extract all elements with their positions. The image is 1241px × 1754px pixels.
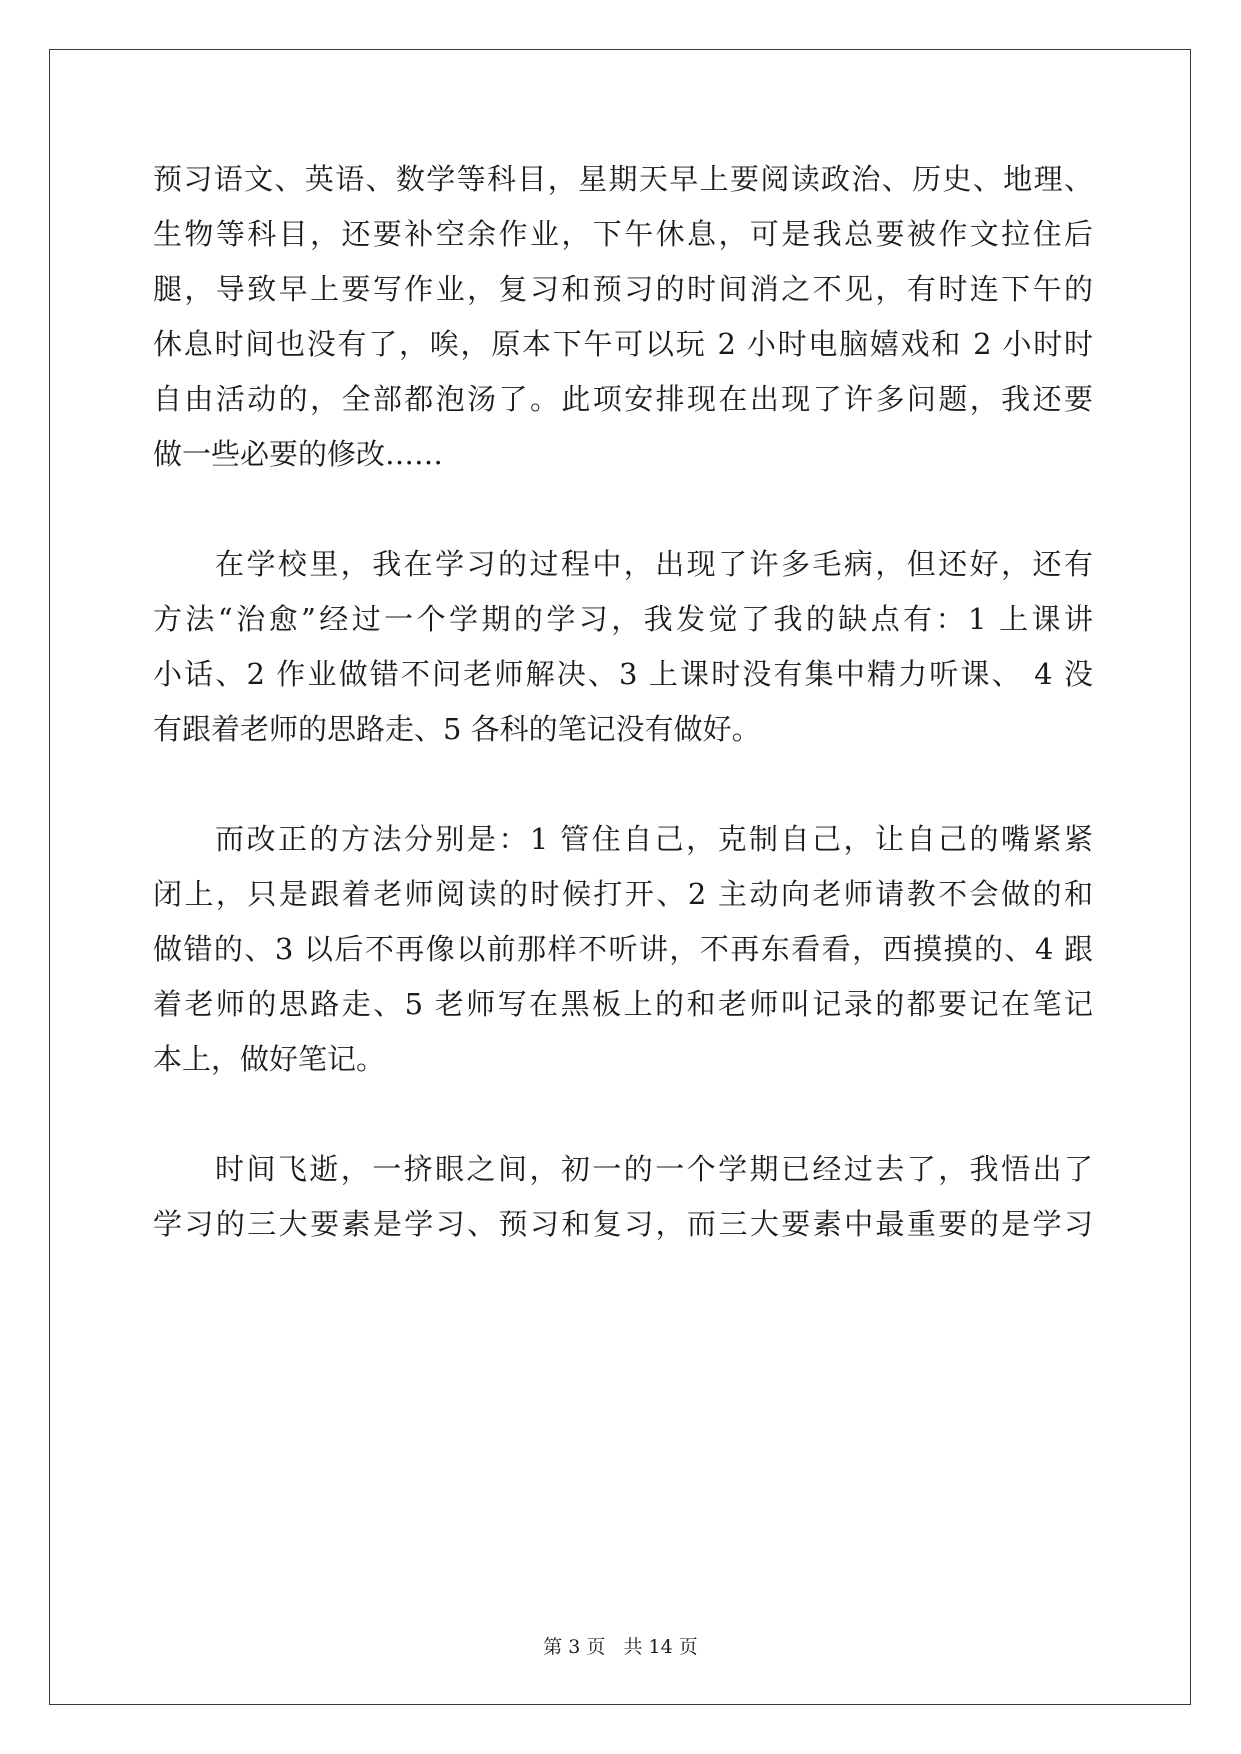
text-line: 时间飞逝，一挤眼之间，初一的一个学期已经过去了，我悟出了 (215, 1152, 1093, 1186)
text-line: 本上，做好笔记。 (153, 1042, 386, 1076)
text-line: 预习语文、英语、数学等科目，星期天早上要阅读政治、历史、地理、 (153, 162, 1093, 196)
text-line: 闭上，只是跟着老师阅读的时候打开、2 主动向老师请教不会做的和 (153, 877, 1093, 911)
text-line: 学习的三大要素是学习、预习和复习，而三大要素中最重要的是学习 (153, 1207, 1093, 1241)
text-line: 着老师的思路走、5 老师写在黑板上的和老师叫记录的都要记在笔记 (153, 987, 1093, 1021)
text-line: 做错的、3 以后不再像以前那样不听讲，不再东看看，西摸摸的、4 跟 (153, 932, 1093, 966)
page-total: 共 14 页 (623, 1636, 698, 1658)
text-line: 方法“治愈”经过一个学期的学习，我发觉了我的缺点有：1 上课讲 (153, 602, 1093, 636)
text-line: 腿，导致早上要写作业，复习和预习的时间消之不见，有时连下午的 (153, 272, 1093, 306)
text-line: 而改正的方法分别是：1 管住自己，克制自己，让自己的嘴紧紧 (215, 822, 1093, 856)
text-line: 有跟着老师的思路走、5 各科的笔记没有做好。 (153, 712, 761, 746)
page-footer (0, 1632, 1241, 1659)
text-line: 在学校里，我在学习的过程中，出现了许多毛病，但还好，还有 (215, 547, 1093, 581)
text-line: 做一些必要的修改…… (153, 437, 444, 471)
text-line: 小话、2 作业做错不问老师解决、3 上课时没有集中精力听课、 4 没 (153, 657, 1093, 691)
text-line: 生物等科目，还要补空余作业，下午休息，可是我总要被作文拉住后 (153, 217, 1093, 251)
page-number: 第 3 页 (543, 1636, 606, 1658)
text-line: 自由活动的，全部都泡汤了。此项安排现在出现了许多问题，我还要 (153, 382, 1093, 416)
document-body (153, 152, 1093, 1252)
text-line: 休息时间也没有了，唉，原本下午可以玩 2 小时电脑嬉戏和 2 小时时 (153, 327, 1093, 361)
